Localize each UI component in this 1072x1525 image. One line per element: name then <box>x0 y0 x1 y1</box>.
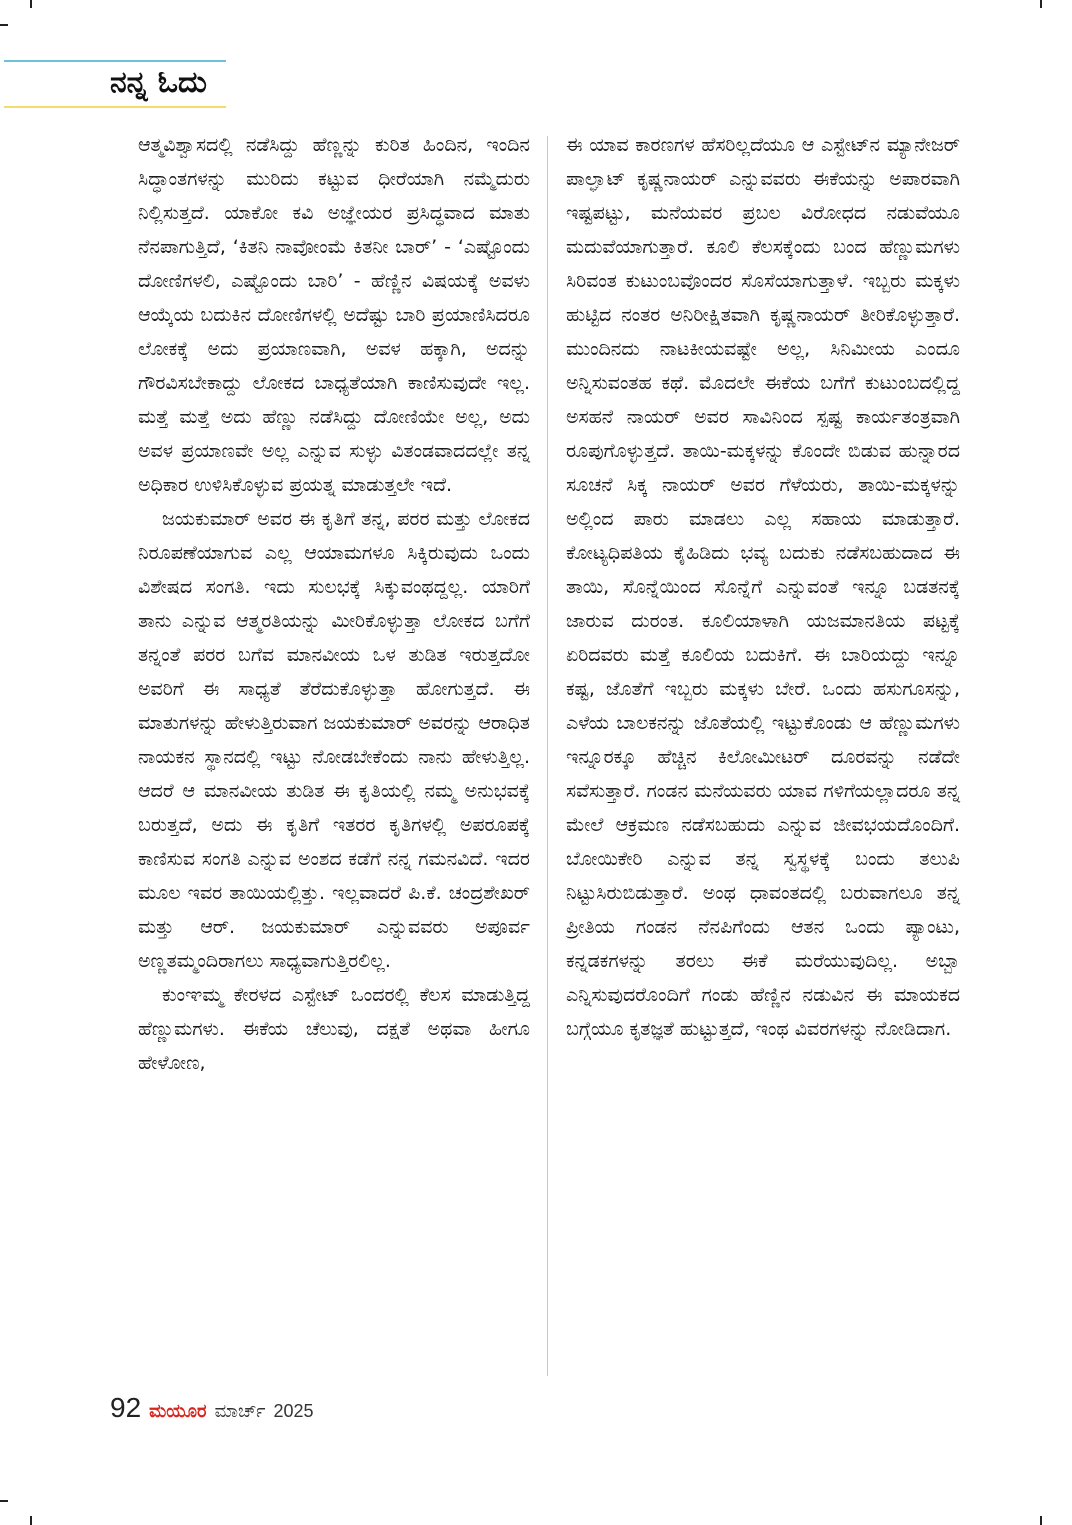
page-footer <box>110 1392 314 1432</box>
column-divider <box>547 136 548 1376</box>
page-number: 92 <box>110 1392 142 1423</box>
crop-mark <box>0 1500 8 1502</box>
crop-mark <box>30 1516 32 1525</box>
issue-year: 2025 <box>273 1401 314 1421</box>
magazine-logo: ಮಯೂರ <box>149 1401 207 1422</box>
article-paragraph: ಆತ್ಮವಿಶ್ವಾಸದಲ್ಲಿ ನಡೆಸಿದ್ದು ಹೆಣ್ಣನ್ನು ಕುರಿತ ಹಿಂದಿನ, ಇಂದಿನ ಸಿದ್ಧಾಂತಗಳನ್ನು ಮುರಿದು ಕಟ್ಟುವ ಧೀರೆಯಾಗಿ ನಮ್ಮೆದುರು ನಿಲ್ಲಿಸುತ್ತದೆ. ಯಾಕೋ ಕವಿ ಅಜ್ಞೇಯರ ಪ್ರಸಿದ್ಧವಾದ ಮಾತು ನೆನಪಾಗುತ್ತಿದೆ, ‘ಕಿತನಿ ನಾವೋಂಮೆ ಕಿತನೀ ಬಾರ್’ - ‘ಎಷ್ಟೊಂದು ದೋಣಿಗಳಲಿ, ಎಷ್ಟೊಂದು ಬಾರಿ’ - ಹೆಣ್ಣಿನ ವಿಷಯಕ್ಕೆ ಅವಳು ಆಯ್ಕೆಯ ಬದುಕಿನ ದೋಣಿಗಳಲ್ಲಿ ಅದೆಷ್ಟು ಬಾರಿ ಪ್ರಯಾಣಿಸಿದರೂ ಲೋಕಕ್ಕೆ ಅದು ಪ್ರಯಾಣವಾಗಿ, ಅವಳ ಹಕ್ಕಾಗಿ, ಅದನ್ನು ಗೌರವಿಸಬೇಕಾದ್ದು ಲೋಕದ ಬಾಧ್ಯತೆಯಾಗಿ ಕಾಣಿಸುವುದೇ ಇಲ್ಲ. ಮತ್ತೆ ಮತ್ತೆ ಅದು ಹೆಣ್ಣು ನಡೆಸಿದ್ದು ದೋಣಿಯೇ ಅಲ್ಲ, ಅದು ಅವಳ ಪ್ರಯಾಣವೇ ಅಲ್ಲ ಎನ್ನುವ ಸುಳ್ಳು ವಿತಂಡವಾದದಲ್ಲೇ ತನ್ನ ಅಧಿಕಾರ ಉಳಿಸಿಕೊಳ್ಳುವ ಪ್ರಯತ್ನ ಮಾಡುತ್ತಲೇ ಇದೆ. <box>138 134 530 496</box>
crop-mark <box>1040 0 1042 8</box>
article-column-right <box>566 128 960 1046</box>
crop-mark <box>1040 1516 1042 1525</box>
section-title: ನನ್ನ ಓದು <box>110 65 207 100</box>
article-paragraph: ಜಯಕುಮಾರ್ ಅವರ ಈ ಕೃತಿಗೆ ತನ್ನ, ಪರರ ಮತ್ತು ಲೋಕದ ನಿರೂಪಣೆಯಾಗುವ ಎಲ್ಲ ಆಯಾಮಗಳೂ ಸಿಕ್ಕಿರುವುದು ಒಂದು ವಿಶೇಷದ ಸಂಗತಿ. ಇದು ಸುಲಭಕ್ಕೆ ಸಿಕ್ಕುವಂಥದ್ದಲ್ಲ. ಯಾರಿಗೆ ತಾನು ಎನ್ನುವ ಆತ್ಮರತಿಯನ್ನು ಮೀರಿಕೊಳ್ಳುತ್ತಾ ಲೋಕದ ಬಗೆಗೆ ತನ್ನಂತೆ ಪರರ ಬಗೆವ ಮಾನವೀಯ ಒಳ ತುಡಿತ ಇರುತ್ತದೋ ಅವರಿಗೆ ಈ ಸಾಧ್ಯತೆ ತೆರೆದುಕೊಳ್ಳುತ್ತಾ ಹೋಗುತ್ತದೆ. ಈ ಮಾತುಗಳನ್ನು ಹೇಳುತ್ತಿರುವಾಗ ಜಯಕುಮಾರ್ ಅವರನ್ನು ಆರಾಧಿತ ನಾಯಕನ ಸ್ಥಾನದಲ್ಲಿ ಇಟ್ಟು ನೋಡಬೇಕೆಂದು ನಾನು ಹೇಳುತ್ತಿಲ್ಲ. ಆದರೆ ಆ ಮಾನವೀಯ ತುಡಿತ ಈ ಕೃತಿಯಲ್ಲಿ ನಮ್ಮ ಅನುಭವಕ್ಕೆ ಬರುತ್ತದೆ, ಅದು ಈ ಕೃತಿಗೆ ಇತರರ ಕೃತಿಗಳಲ್ಲಿ ಅಪರೂಪಕ್ಕೆ ಕಾಣಿಸುವ ಸಂಗತಿ ಎನ್ನುವ ಅಂಶದ ಕಡೆಗೆ ನನ್ನ ಗಮನವಿದೆ. ಇದರ ಮೂಲ ಇವರ ತಾಯಿಯಲ್ಲಿತ್ತು. ಇಲ್ಲವಾದರೆ ಪಿ.ಕೆ. ಚಂದ್ರಶೇಖರ್ ಮತ್ತು ಆರ್. ಜಯಕುಮಾರ್ ಎನ್ನುವವರು ಅಪೂರ್ವ ಅಣ್ಣತಮ್ಮಂದಿರಾಗಲು ಸಾಧ್ಯವಾಗುತ್ತಿರಲಿಲ್ಲ. <box>138 508 530 972</box>
crop-mark <box>0 24 8 26</box>
article-paragraph: ಈ ಯಾವ ಕಾರಣಗಳ ಹೆಸರಿಲ್ಲದೆಯೂ ಆ ಎಸ್ಟೇಟ್‌ನ ಮ್ಯಾನೇಜರ್ ಪಾಲ್ಘಾಟ್ ಕೃಷ್ಣನಾಯರ್ ಎನ್ನುವವರು ಈಕೆಯನ್ನು ಅಪಾರವಾಗಿ ಇಷ್ಟಪಟ್ಟು, ಮನೆಯವರ ಪ್ರಬಲ ವಿರೋಧದ ನಡುವೆಯೂ ಮದುವೆಯಾಗುತ್ತಾರೆ. ಕೂಲಿ ಕೆಲಸಕ್ಕೆಂದು ಬಂದ ಹೆಣ್ಣುಮಗಳು ಸಿರಿವಂತ ಕುಟುಂಬವೊಂದರ ಸೊಸೆಯಾಗುತ್ತಾಳೆ. ಇಬ್ಬರು ಮಕ್ಕಳು ಹುಟ್ಟಿದ ನಂತರ ಅನಿರೀಕ್ಷಿತವಾಗಿ ಕೃಷ್ಣನಾಯರ್ ತೀರಿಕೊಳ್ಳುತ್ತಾರೆ. ಮುಂದಿನದು ನಾಟಕೀಯವಷ್ಟೇ ಅಲ್ಲ, ಸಿನಿಮೀಯ ಎಂದೂ ಅನ್ನಿಸುವಂತಹ ಕಥೆ. ಮೊದಲೇ ಈಕೆಯ ಬಗೆಗೆ ಕುಟುಂಬದಲ್ಲಿದ್ದ ಅಸಹನೆ ನಾಯರ್ ಅವರ ಸಾವಿನಿಂದ ಸ್ಪಷ್ಟ ಕಾರ್ಯತಂತ್ರವಾಗಿ ರೂಪುಗೊಳ್ಳುತ್ತದೆ. ತಾಯಿ-ಮಕ್ಕಳನ್ನು ಕೊಂದೇ ಬಿಡುವ ಹುನ್ನಾರದ ಸೂಚನೆ ಸಿಕ್ಕ ನಾಯರ್ ಅವರ ಗೆಳೆಯರು, ತಾಯಿ-ಮಕ್ಕಳನ್ನು ಅಲ್ಲಿಂದ ಪಾರು ಮಾಡಲು ಎಲ್ಲ ಸಹಾಯ ಮಾಡುತ್ತಾರೆ. ಕೋಟ್ಯಧಿಪತಿಯ ಕೈಹಿಡಿದು ಭವ್ಯ ಬದುಕು ನಡೆಸಬಹುದಾದ ಈ ತಾಯಿ, ಸೊನ್ನೆಯಿಂದ ಸೊನ್ನೆಗೆ ಎನ್ನುವಂತೆ ಇನ್ನೂ ಬಡತನಕ್ಕೆ ಜಾರುವ ದುರಂತ. ಕೂಲಿಯಾಳಾಗಿ ಯಜಮಾನತಿಯ ಪಟ್ಟಕ್ಕೆ ಏರಿದವರು ಮತ್ತೆ ಕೂಲಿಯ ಬದುಕಿಗೆ. ಈ ಬಾರಿಯದ್ದು ಇನ್ನೂ ಕಷ್ಟ, ಜೊತೆಗೆ ಇಬ್ಬರು ಮಕ್ಕಳು ಬೇರೆ. ಒಂದು ಹಸುಗೂಸನ್ನು, ಎಳೆಯ ಬಾಲಕನನ್ನು ಜೊತೆಯಲ್ಲಿ ಇಟ್ಟುಕೊಂಡು ಆ ಹೆಣ್ಣುಮಗಳು ಇನ್ನೂರಕ್ಕೂ ಹೆಚ್ಚಿನ ಕಿಲೋಮೀಟರ್ ದೂರವನ್ನು ನಡೆದೇ ಸವೆಸುತ್ತಾರೆ. ಗಂಡನ ಮನೆಯವರು ಯಾವ ಗಳಿಗೆಯಲ್ಲಾದರೂ ತನ್ನ ಮೇಲೆ ಆಕ್ರಮಣ ನಡೆಸಬಹುದು ಎನ್ನುವ ಜೀವಭಯದೊಂದಿಗೆ. ಬೋಯಿಕೇರಿ ಎನ್ನುವ ತನ್ನ ಸ್ವಸ್ಥಳಕ್ಕೆ ಬಂದು ತಲುಪಿ ನಿಟ್ಟುಸಿರುಬಿಡುತ್ತಾರೆ. ಅಂಥ ಧಾವಂತದಲ್ಲಿ ಬರುವಾಗಲೂ ತನ್ನ ಪ್ರೀತಿಯ ಗಂಡನ ನೆನಪಿಗೆಂದು ಆತನ ಒಂದು ಪ್ಯಾಂಟು, ಕನ್ನಡಕಗಳನ್ನು ತರಲು ಈಕೆ ಮರೆಯುವುದಿಲ್ಲ. ಅಬ್ಬಾ ಎನ್ನಿಸುವುದರೊಂದಿಗೆ ಗಂಡು ಹೆಣ್ಣಿನ ನಡುವಿನ ಈ ಮಾಯಕದ ಬಗ್ಗೆಯೂ ಕೃತಜ್ಞತೆ ಹುಟ್ಟುತ್ತದೆ, ಇಂಥ ವಿವರಗಳನ್ನು ನೋಡಿದಾಗ. <box>566 134 960 1040</box>
issue-month: ಮಾರ್ಚ್ <box>214 1401 266 1422</box>
article-column-left <box>138 128 530 1080</box>
header-rule-bottom <box>4 106 226 108</box>
article-paragraph: ಕುಂಞಮ್ಮ ಕೇರಳದ ಎಸ್ಟೇಟ್ ಒಂದರಲ್ಲಿ ಕೆಲಸ ಮಾಡುತ್ತಿದ್ದ ಹೆಣ್ಣುಮಗಳು. ಈಕೆಯ ಚೆಲುವು, ದಕ್ಷತೆ ಅಥವಾ ಹೀಗೂ ಹೇಳೋಣ, <box>138 984 530 1074</box>
crop-mark <box>30 0 32 8</box>
